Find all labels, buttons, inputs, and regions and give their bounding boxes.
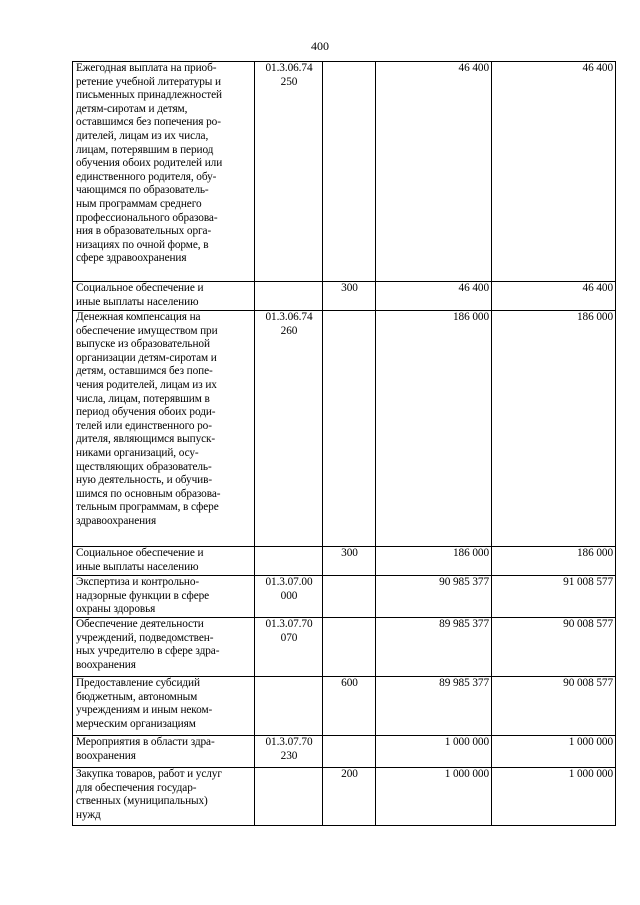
row-type-cell: 300 — [323, 282, 376, 311]
row-sum1-cell: 1 000 000 — [376, 736, 492, 768]
table-row — [73, 576, 616, 618]
table-row — [73, 768, 616, 826]
row-type-cell: 300 — [323, 547, 376, 576]
row-type-cell — [323, 62, 376, 282]
row-code-cell: 01.3.07.00 000 — [255, 576, 323, 618]
row-sum2-cell: 1 000 000 — [492, 736, 616, 768]
row-name-cell: Экспертиза и контрольно- надзорные функции в сфере охраны здоровья — [73, 576, 255, 618]
row-name-cell: Социальное обеспечение и иные выплаты населению — [73, 282, 255, 311]
table-row — [73, 736, 616, 768]
row-sum2-cell: 46 400 — [492, 282, 616, 311]
row-sum1-cell: 46 400 — [376, 282, 492, 311]
row-sum1-cell: 1 000 000 — [376, 768, 492, 826]
table-row — [73, 618, 616, 677]
row-code-cell: 01.3.06.74 260 — [255, 311, 323, 547]
row-code-cell — [255, 282, 323, 311]
row-sum1-cell: 89 985 377 — [376, 618, 492, 677]
row-type-cell: 600 — [323, 677, 376, 736]
row-name-cell: Обеспечение деятельности учреждений, подведомствен- ных учредителю в сфере здра- воохранения — [73, 618, 255, 677]
row-name-cell: Социальное обеспечение и иные выплаты населению — [73, 547, 255, 576]
row-name-cell: Денежная компенсация на обеспечение имуществом при выпуске из образовательной организации детям-сиротам и детям, оставшимся без попе- чения родителей, лицам из их числа, лицам, потерявшим в период обучения обоих роди- телей или единственного ро- дителя, являющимся выпуск- никами организаций, осу- ществляющих образователь- ную деятельность, и обучив- шимся по основным образова- тельным программам, в сфере здравоохранения — [73, 311, 255, 547]
row-sum1-cell: 89 985 377 — [376, 677, 492, 736]
row-sum2-cell: 90 008 577 — [492, 677, 616, 736]
row-sum2-cell: 186 000 — [492, 311, 616, 547]
row-name-cell: Закупка товаров, работ и услуг для обеспечения государ- ственных (муниципальных) нужд — [73, 768, 255, 826]
table-row — [73, 311, 616, 547]
row-code-cell: 01.3.06.74 250 — [255, 62, 323, 282]
row-type-cell — [323, 736, 376, 768]
row-sum1-cell: 90 985 377 — [376, 576, 492, 618]
budget-table — [72, 61, 616, 826]
row-sum2-cell: 1 000 000 — [492, 768, 616, 826]
row-sum2-cell: 91 008 577 — [492, 576, 616, 618]
table-row — [73, 282, 616, 311]
row-sum1-cell: 46 400 — [376, 62, 492, 282]
row-code-cell — [255, 547, 323, 576]
table-row — [73, 62, 616, 282]
row-sum2-cell: 46 400 — [492, 62, 616, 282]
table-row — [73, 677, 616, 736]
table-row — [73, 547, 616, 576]
row-code-cell: 01.3.07.70 230 — [255, 736, 323, 768]
row-sum1-cell: 186 000 — [376, 547, 492, 576]
row-type-cell — [323, 311, 376, 547]
row-code-cell: 01.3.07.70 070 — [255, 618, 323, 677]
row-type-cell: 200 — [323, 768, 376, 826]
page-number: 400 — [311, 39, 329, 53]
row-name-cell: Мероприятия в области здра- воохранения — [73, 736, 255, 768]
row-sum2-cell: 90 008 577 — [492, 618, 616, 677]
row-sum2-cell: 186 000 — [492, 547, 616, 576]
row-sum1-cell: 186 000 — [376, 311, 492, 547]
row-type-cell — [323, 618, 376, 677]
row-code-cell — [255, 768, 323, 826]
row-type-cell — [323, 576, 376, 618]
row-name-cell: Ежегодная выплата на приоб- ретение учебной литературы и письменных принадлежностей детям-сиротам и детям, оставшимся без попечения ро- дителей, лицам из их числа, лицам, потерявшим в период обучения обоих родителей или единственного родителя, обу- чающимся по образователь- ным программам среднего профессионального образова- ния в образовательных орга- низациях по очной форме, в сфере здравоохранения — [73, 62, 255, 282]
row-code-cell — [255, 677, 323, 736]
row-name-cell: Предоставление субсидий бюджетным, автономным учреждениям и иным неком- мерческим организациям — [73, 677, 255, 736]
